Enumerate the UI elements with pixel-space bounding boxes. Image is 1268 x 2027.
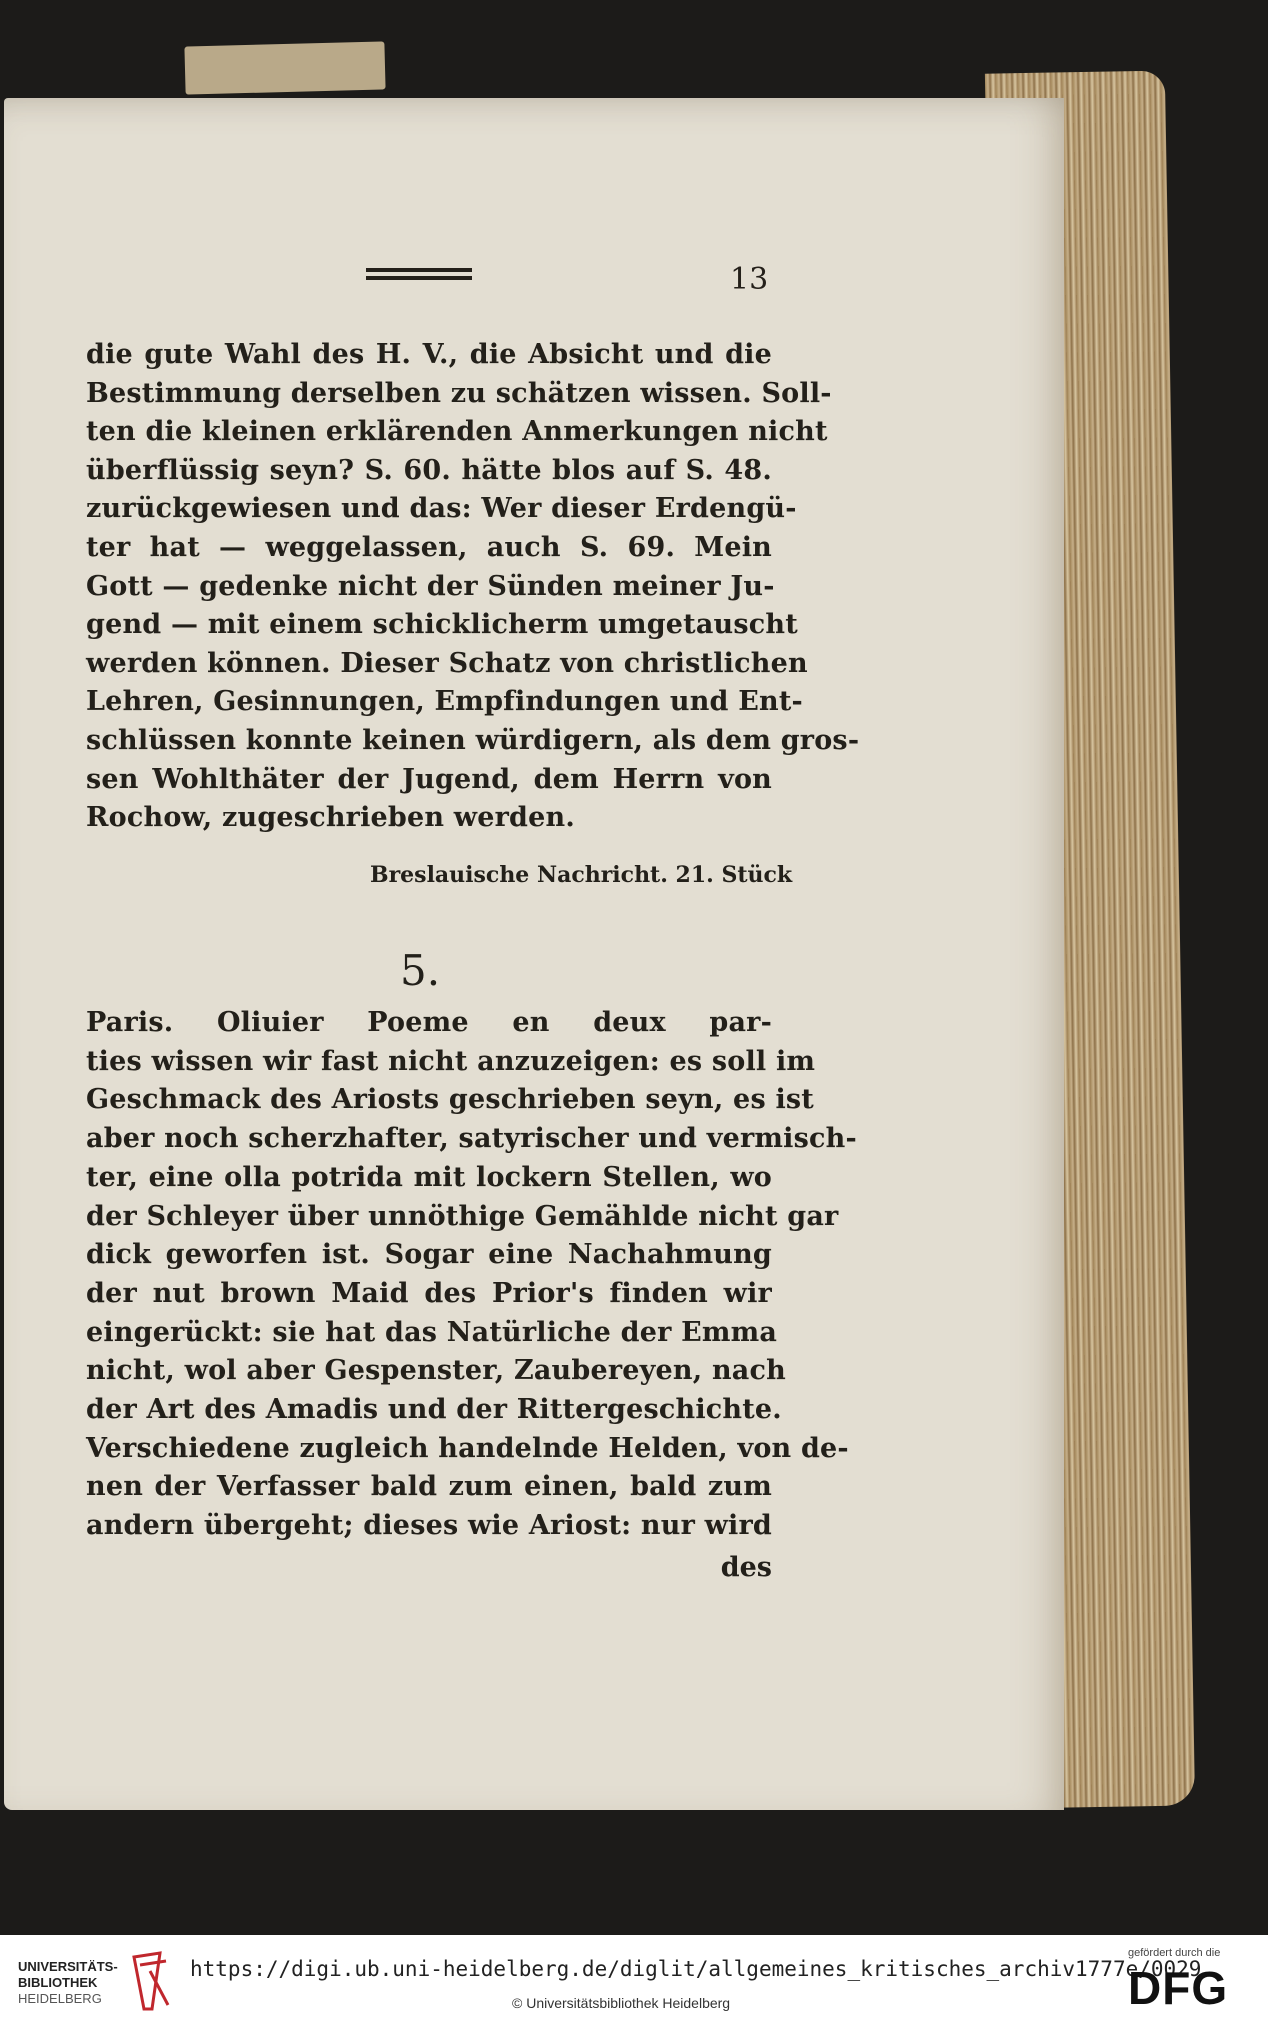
page-number: 13 — [730, 262, 769, 297]
library-name-line: UNIVERSITÄTS- — [18, 1959, 118, 1974]
dfg-logo: DFG — [1128, 1962, 1229, 2014]
text-line: überflüssig seyn? S. 60. hätte blos auf S. 48. — [86, 454, 772, 486]
text-line: Verschiedene zugleich handelnde Helden, von de- — [86, 1432, 849, 1464]
text-line: schlüssen konnte keinen würdigern, als dem gros- — [86, 725, 860, 756]
header-rule — [366, 268, 472, 280]
text-line: aber noch scherzhafter, satyrischer und vermisch- — [86, 1123, 857, 1155]
text-line: die gute Wahl des H. V., die Absicht und die — [86, 339, 772, 370]
section-number: 5. — [400, 946, 441, 995]
text-line: ties wissen wir fast nicht anzuzeigen: es soll im — [86, 1045, 816, 1077]
library-name-line: HEIDELBERG — [18, 1991, 102, 2006]
text-line: Paris. Oliuier Poeme en deux par- — [86, 1007, 772, 1038]
catchword: des — [720, 1552, 772, 1583]
text-line: Gott — gedenke nicht der Sünden meiner Ju- — [86, 570, 775, 602]
text-line: der nut brown Maid des Prior's finden wir — [86, 1277, 772, 1309]
library-logo-text — [18, 1959, 118, 2007]
text-line: Lehren, Gesinnungen, Empfindungen und Ent- — [86, 686, 803, 718]
text-line: Bestimmung derselben zu schätzen wissen. Soll- — [86, 377, 832, 409]
text-line: Geschmack des Ariosts geschrieben seyn, es ist — [86, 1084, 814, 1116]
text-line: der Schleyer über unnöthige Gemählde nicht gar — [86, 1200, 839, 1232]
text-line: ter, eine olla potrida mit lockern Stellen, wo — [86, 1161, 772, 1193]
text-line: ter hat — weggelassen, auch S. 69. Mein — [86, 532, 772, 563]
text-line: zurückgewiesen und das: Wer dieser Erdengü- — [86, 493, 797, 525]
source-citation: Breslauische Nachricht. 21. Stück — [370, 862, 793, 888]
text-line: nicht, wol aber Gespenster, Zaubereyen, nach — [86, 1355, 786, 1387]
text-line: eingerückt: sie hat das Natürliche der Emma — [86, 1316, 778, 1348]
viewer-footer — [0, 1935, 1268, 2027]
paper-strip — [184, 41, 385, 94]
text-line: andern übergeht; dieses wie Ariost: nur wird — [86, 1510, 773, 1542]
text-line: ten die kleinen erklärenden Anmerkungen nicht — [86, 416, 828, 448]
copyright-notice: © Universitätsbibliothek Heidelberg — [512, 1995, 731, 2011]
text-line: der Art des Amadis und der Rittergeschichte. — [86, 1394, 782, 1425]
text-line: werden können. Dieser Schatz von christlichen — [86, 647, 808, 679]
text-line: gend — mit einem schicklicherm umgetauscht — [86, 609, 798, 641]
text-line: dick geworfen ist. Sogar eine Nachahmung — [86, 1239, 772, 1271]
text-line: Rochow, zugeschrieben werden. — [86, 802, 575, 834]
library-name-line: BIBLIOTHEK — [18, 1975, 98, 1990]
text-line: sen Wohlthäter der Jugend, dem Herrn von — [86, 763, 772, 795]
funding-label: gefördert durch die — [1128, 1947, 1221, 1959]
library-logo-icon — [130, 1951, 172, 2011]
permalink-url[interactable]: https://digi.ub.uni-heidelberg.de/diglit/allgemeines_kritisches_archiv1777e/0029 — [190, 1957, 1202, 1981]
text-line: nen der Verfasser bald zum einen, bald zum — [86, 1471, 772, 1503]
